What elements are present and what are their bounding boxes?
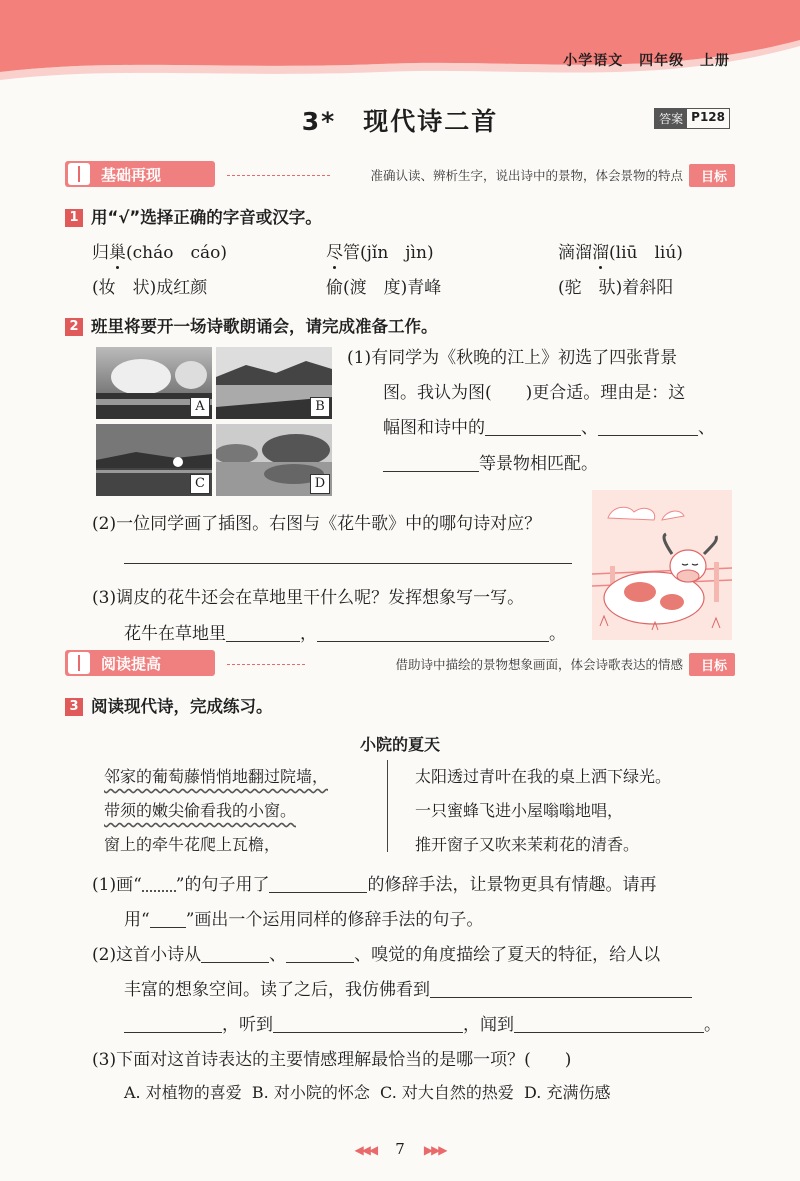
cow-illustration xyxy=(592,490,732,640)
right-arrows-icon: ▶▶▶ xyxy=(423,1143,446,1157)
section-header-basic xyxy=(65,161,735,189)
q3-sub1-line2: 用“ ”画出一个运用同样的修辞手法的句子。 xyxy=(124,910,484,930)
option-a[interactable]: A. 对植物的喜爱 xyxy=(124,1083,242,1102)
subject: 小学语文 xyxy=(563,53,624,69)
section-badge xyxy=(65,161,215,187)
q1-item-2: 尽管(jǐn jìn) xyxy=(326,243,434,263)
photo-label: B xyxy=(310,397,330,417)
answer-blank[interactable] xyxy=(485,435,581,436)
q3-options xyxy=(124,1080,610,1103)
goal-tag: 目标 xyxy=(689,164,735,187)
photo-label: D xyxy=(310,474,330,494)
q1-item-6: (驼 驮)着斜阳 xyxy=(558,278,674,298)
photo-c xyxy=(96,424,212,496)
poem-right-line-1: 太阳透过青叶在我的桌上洒下绿光。 xyxy=(415,767,672,786)
answer-blank[interactable] xyxy=(383,471,479,472)
poem-left-line-2: 带须的嫩尖偷看我的小窗。 xyxy=(104,801,297,820)
q2-part3-answer: 花牛在草地里 ， 。 xyxy=(124,624,566,644)
q3-sub2-line3: ，听到 ，闻到 。 xyxy=(124,1010,721,1035)
answer-blank[interactable] xyxy=(514,1032,704,1033)
question-3-prompt xyxy=(65,693,273,717)
answer-blank[interactable] xyxy=(430,997,692,998)
photo-a xyxy=(96,347,212,419)
answer-blank[interactable] xyxy=(269,892,367,893)
q3-sub1-line1: (1)画“ ”的句子用了 的修辞手法，让景物更具有情趣。请再 xyxy=(92,875,657,895)
question-text: 班里将要开一场诗歌朗诵会，请完成准备工作。 xyxy=(91,317,438,336)
section-title: 阅读提高 xyxy=(101,655,162,673)
header-band xyxy=(0,0,800,95)
straight-line-sample xyxy=(150,927,186,928)
answer-line[interactable] xyxy=(124,563,572,564)
poem-right-line-2: 一只蜜蜂飞进小屋嗡嗡地唱， xyxy=(415,801,624,820)
answer-blank[interactable] xyxy=(124,1032,222,1033)
page-footer xyxy=(0,1140,800,1158)
photo-label: A xyxy=(190,397,210,417)
section-header-reading xyxy=(65,650,735,678)
section-goal: 借助诗中描绘的景物想象画面，体会诗歌表达的情感 xyxy=(395,657,683,672)
poem-title: 小院的夏天 xyxy=(359,735,440,754)
photo-d xyxy=(216,424,332,496)
option-c[interactable]: C. 对大自然的热爱 xyxy=(380,1083,514,1102)
book-icon xyxy=(68,652,90,674)
option-b[interactable]: B. 对小院的怀念 xyxy=(251,1083,370,1102)
q1-item-4: (妆 状)成红颜 xyxy=(92,278,208,298)
q2-part1-line1: (1)有同学为《秋晚的江上》初选了四张背景 xyxy=(347,348,678,368)
page-number: 7 xyxy=(395,1140,405,1158)
answer-reference[interactable] xyxy=(654,108,730,129)
poem-right-line-3: 推开窗子又吹来茉莉花的清香。 xyxy=(415,835,640,854)
q1-item-1: 归巢(cháo cáo) xyxy=(92,243,227,263)
photo-label: C xyxy=(190,474,210,494)
book-icon xyxy=(68,163,90,185)
q2-part1-line3: 幅图和诗中的 、 、 xyxy=(383,418,715,438)
page-title: 3* 现代诗二首 xyxy=(301,107,499,136)
answer-blank[interactable] xyxy=(317,641,549,642)
q2-part1-line2: 图。我认为图( )更合适。理由是：这 xyxy=(383,383,686,403)
option-d[interactable]: D. 充满伤感 xyxy=(524,1083,611,1102)
question-text: 阅读现代诗，完成练习。 xyxy=(91,697,273,716)
subject-grade-label xyxy=(553,50,730,70)
section-badge xyxy=(65,650,215,676)
q1-item-5: 偷(渡 度)青峰 xyxy=(326,278,442,298)
answer-label: 答案 xyxy=(655,109,687,128)
wavy-line-sample xyxy=(142,890,176,892)
section-goal: 准确认读、辨析生字，说出诗中的景物，体会景物的特点 xyxy=(370,168,683,183)
q3-sub2-line2: 丰富的想象空间。读了之后，我仿佛看到 xyxy=(124,975,692,1000)
question-1-prompt xyxy=(65,204,322,228)
goal-tag: 目标 xyxy=(689,653,735,676)
q1-item-3: 滴溜溜(liū liú) xyxy=(558,243,683,263)
q2-part2: (2)一位同学画了插图。右图与《花牛歌》中的哪句诗对应？ xyxy=(92,514,542,534)
volume: 上册 xyxy=(700,53,730,69)
q2-part3: (3)调皮的花牛还会在草地里干什么呢？发挥想象写一写。 xyxy=(92,588,525,608)
question-number: 1 xyxy=(65,209,83,227)
answer-blank[interactable] xyxy=(598,435,698,436)
question-2-prompt xyxy=(65,313,438,337)
left-arrows-icon: ◀◀◀ xyxy=(354,1143,377,1157)
answer-page: P128 xyxy=(691,110,725,124)
answer-blank[interactable] xyxy=(226,641,300,642)
q3-sub3: (3)下面对这首诗表达的主要情感理解最恰当的是哪一项？( ) xyxy=(92,1050,572,1070)
q2-part1-line4: 等景物相匹配。 xyxy=(383,449,598,474)
section-title: 基础再现 xyxy=(101,166,162,184)
divider xyxy=(227,664,305,665)
answer-blank[interactable] xyxy=(286,962,354,963)
poem-left-line-3: 窗上的牵牛花爬上瓦檐， xyxy=(104,835,281,854)
answer-blank[interactable] xyxy=(201,962,269,963)
question-text: 用“√”选择正确的字音或汉字。 xyxy=(91,208,322,227)
grade: 四年级 xyxy=(639,53,685,69)
question-number: 3 xyxy=(65,698,83,716)
poem-divider xyxy=(387,760,388,852)
photo-b xyxy=(216,347,332,419)
q3-sub2-line1: (2)这首小诗从 、 、嗅觉的角度描绘了夏天的特征，给人以 xyxy=(92,945,661,965)
answer-blank[interactable] xyxy=(273,1032,463,1033)
divider xyxy=(227,175,330,176)
poem-left-line-1: 邻家的葡萄藤悄悄地翻过院墙， xyxy=(104,767,329,786)
question-number: 2 xyxy=(65,318,83,336)
